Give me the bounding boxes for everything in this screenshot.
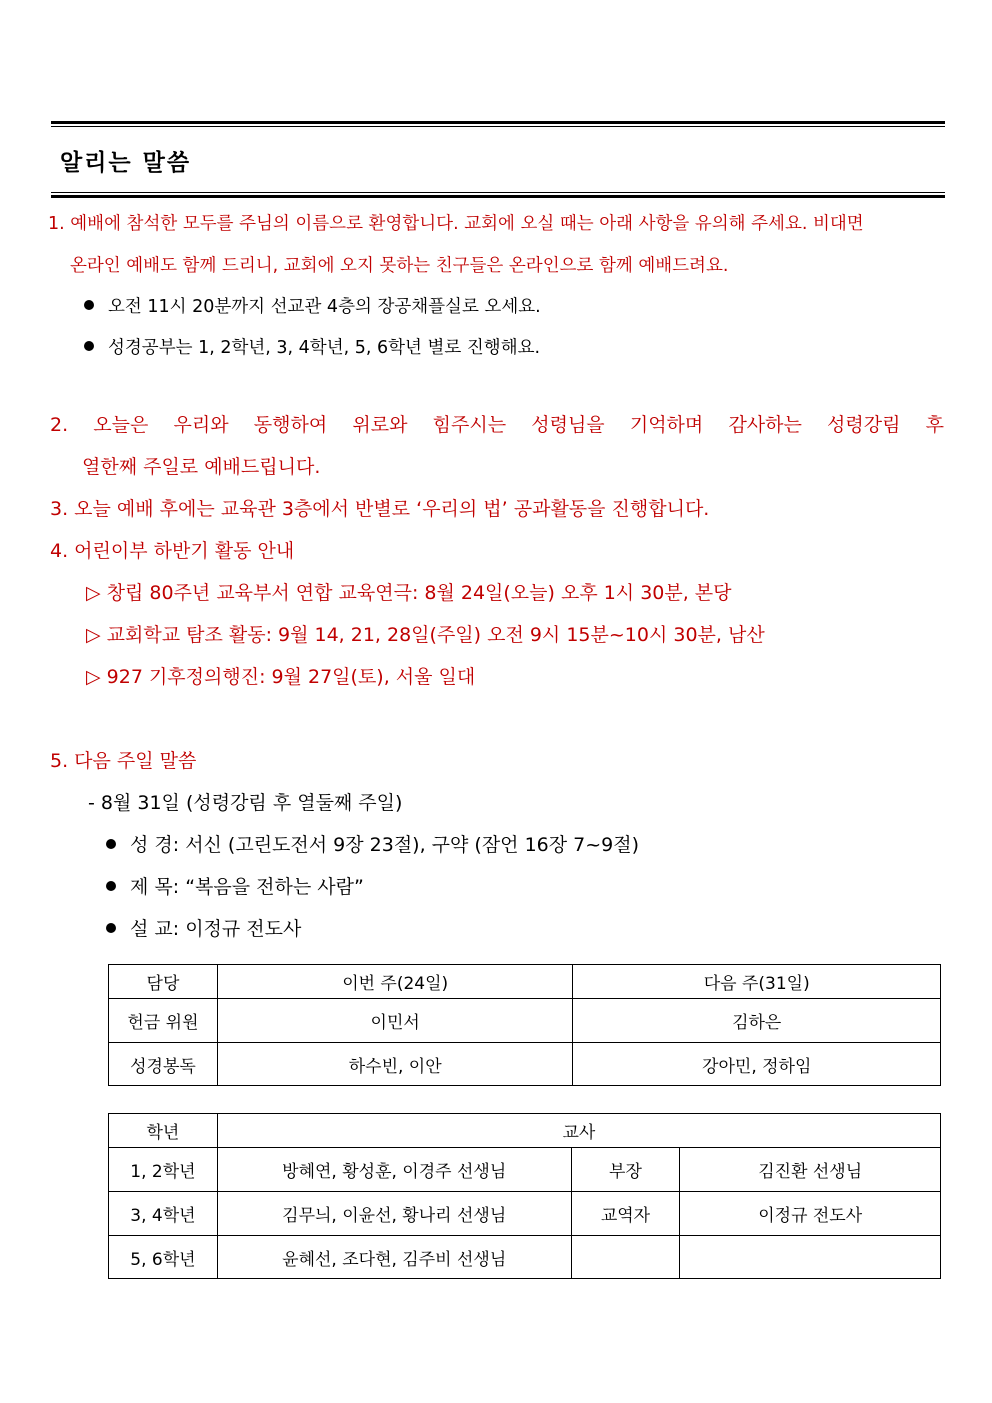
table-cell: 부장 bbox=[571, 1148, 680, 1192]
notice-1-bullet-1 bbox=[84, 295, 541, 319]
table-cell: 하수빈, 이안 bbox=[217, 1043, 573, 1086]
notice-4-item-2: ▷ 교회학교 탐조 활동: 9월 14, 21, 28일(주일) 오전 9시 15분~10시 30분, 남산 bbox=[86, 624, 765, 646]
table-cell: 1, 2학년 bbox=[109, 1148, 218, 1192]
notice-3-line-1: 3. 오늘 예배 후에는 교육관 3층에서 반별로 ‘우리의 법’ 공과활동을 진행합니다. bbox=[50, 498, 710, 520]
table-cell: 김진환 선생님 bbox=[680, 1148, 941, 1192]
notice-4-line-1: 4. 어린이부 하반기 활동 안내 bbox=[50, 540, 295, 562]
header-rule-top-thick bbox=[51, 121, 945, 124]
notice-5-bullet-preacher bbox=[106, 917, 301, 941]
table-header-row bbox=[109, 965, 941, 999]
table-row bbox=[109, 1043, 941, 1086]
table-cell: 교역자 bbox=[571, 1192, 680, 1236]
table-cell bbox=[680, 1236, 941, 1279]
notice-5-date: - 8월 31일 (성령강림 후 열둘째 주일) bbox=[88, 792, 403, 814]
notice-5-line-1: 5. 다음 주일 말씀 bbox=[50, 750, 197, 772]
table-cell: 김하은 bbox=[573, 999, 941, 1043]
notice-2-line-2: 열한째 주일로 예배드립니다. bbox=[82, 456, 321, 478]
table-cell: 헌금 위원 bbox=[109, 999, 218, 1043]
page-title: 알리는 말씀 bbox=[60, 150, 192, 176]
header-rule-top-thin bbox=[51, 126, 945, 127]
table-cell: 방혜연, 황성훈, 이경주 선생님 bbox=[217, 1148, 571, 1192]
notice-1-line-1: 1. 예배에 참석한 모두를 주님의 이름으로 환영합니다. 교회에 오실 때는 아래 사항을 유의해 주세요. 비대면 bbox=[48, 214, 864, 234]
teacher-table bbox=[108, 1113, 941, 1279]
bullet-text: 제 목: “복음을 전하는 사람” bbox=[130, 876, 364, 898]
notice-1-bullet-2 bbox=[84, 336, 540, 360]
bullet-text: 성경공부는 1, 2학년, 3, 4학년, 5, 6학년 별로 진행해요. bbox=[108, 338, 541, 358]
bullet-text: 성 경: 서신 (고린도전서 9장 23절), 구약 (잠언 16장 7~9절) bbox=[130, 834, 640, 856]
table-row bbox=[109, 1192, 941, 1236]
bullet-icon bbox=[106, 923, 116, 933]
bullet-icon bbox=[106, 839, 116, 849]
table-cell: 이정규 전도사 bbox=[680, 1192, 941, 1236]
table-row bbox=[109, 1236, 941, 1279]
notice-5-bullet-title bbox=[106, 875, 364, 899]
bullet-text: 설 교: 이정규 전도사 bbox=[130, 918, 302, 940]
table-cell: 3, 4학년 bbox=[109, 1192, 218, 1236]
header-rule-bottom-thick bbox=[51, 195, 945, 198]
header-rule-bottom-thin bbox=[51, 192, 945, 193]
table-header-cell: 다음 주(31일) bbox=[573, 965, 941, 999]
bullet-icon bbox=[84, 341, 94, 351]
table-header-cell: 교사 bbox=[217, 1114, 940, 1148]
table-header-cell: 학년 bbox=[109, 1114, 218, 1148]
table-row bbox=[109, 1148, 941, 1192]
bullet-text: 오전 11시 20분까지 선교관 4층의 장공채플실로 오세요. bbox=[108, 297, 541, 317]
table-cell: 강아민, 정하임 bbox=[573, 1043, 941, 1086]
notice-4-item-3: ▷ 927 기후정의행진: 9월 27일(토), 서울 일대 bbox=[86, 666, 476, 688]
notice-1-line-2: 온라인 예배도 함께 드리니, 교회에 오지 못하는 친구들은 온라인으로 함께 예배드려요. bbox=[70, 256, 729, 276]
table-header-row bbox=[109, 1114, 941, 1148]
bullet-icon bbox=[106, 881, 116, 891]
table-cell: 성경봉독 bbox=[109, 1043, 218, 1086]
notice-5-bullet-scripture bbox=[106, 833, 639, 857]
table-cell: 윤혜선, 조다현, 김주비 선생님 bbox=[217, 1236, 571, 1279]
notice-4-item-1: ▷ 창립 80주년 교육부서 연합 교육연극: 8월 24일(오늘) 오후 1시 30분, 본당 bbox=[86, 582, 732, 604]
bullet-icon bbox=[84, 300, 94, 310]
table-header-cell: 이번 주(24일) bbox=[217, 965, 573, 999]
duty-table bbox=[108, 964, 941, 1086]
table-header-cell: 담당 bbox=[109, 965, 218, 999]
table-cell: 김무늬, 이윤선, 황나리 선생님 bbox=[217, 1192, 571, 1236]
table-cell: 5, 6학년 bbox=[109, 1236, 218, 1279]
notice-2-line-1: 2. 오늘은 우리와 동행하여 위로와 힘주시는 성령님을 기억하며 감사하는 성령강림 후 bbox=[50, 414, 944, 436]
table-cell: 이민서 bbox=[217, 999, 573, 1043]
table-cell bbox=[571, 1236, 680, 1279]
table-row bbox=[109, 999, 941, 1043]
